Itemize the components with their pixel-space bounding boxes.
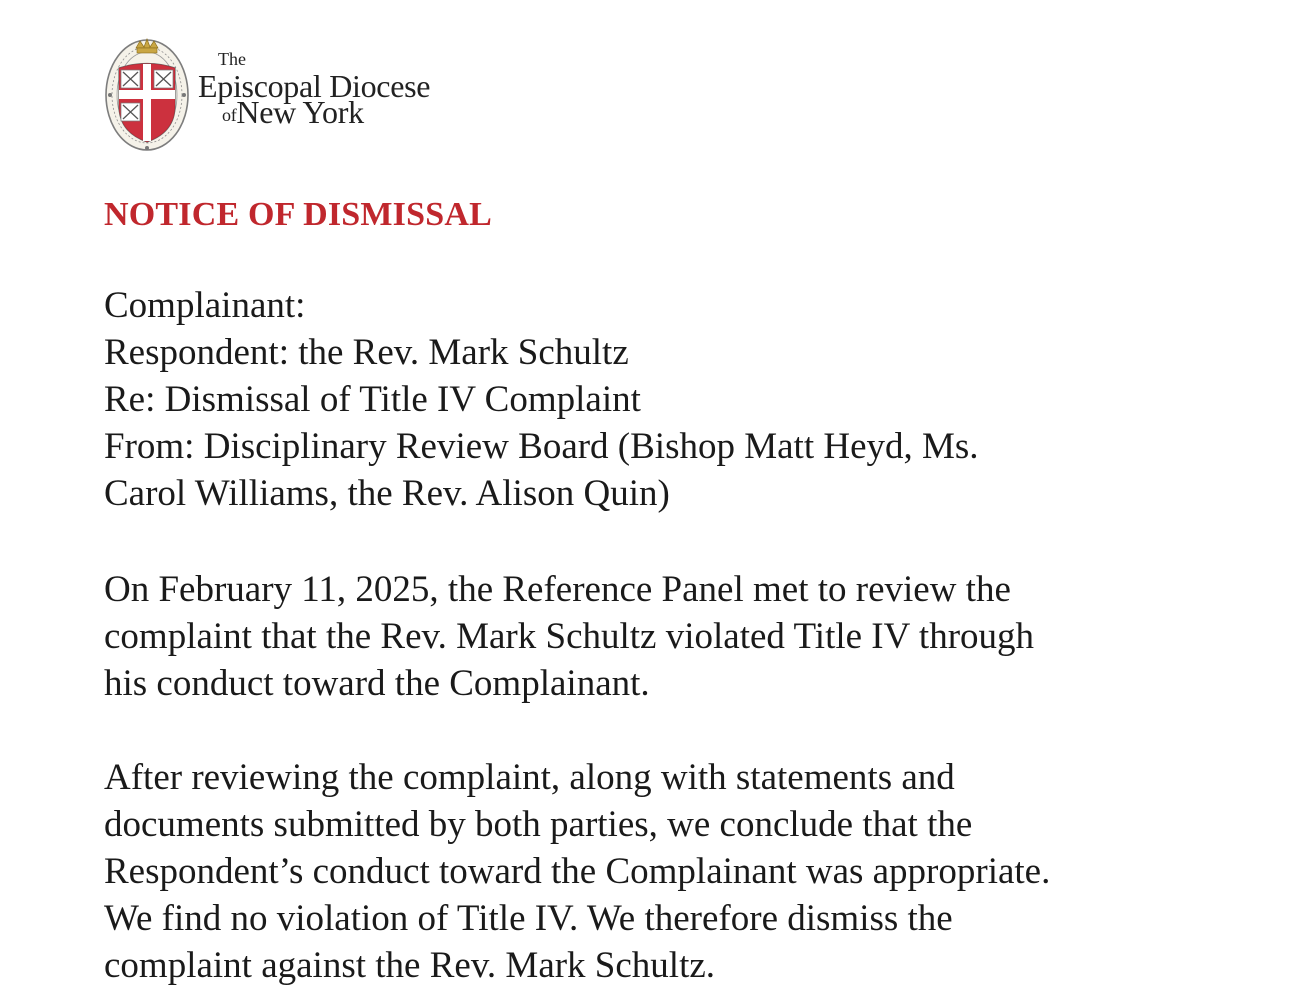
- diocese-seal-icon: [104, 34, 190, 152]
- paragraph-line: complaint against the Rev. Mark Schultz.: [104, 945, 716, 986]
- paragraph-line: documents submitted by both parties, we conclude that the: [104, 804, 973, 845]
- respondent-line: Respondent: the Rev. Mark Schultz: [104, 332, 629, 373]
- complainant-line: Complainant:: [104, 285, 306, 326]
- paragraph-line: complaint that the Rev. Mark Schultz violated Title IV through: [104, 616, 1035, 657]
- org-main-name: Episcopal Diocese: [198, 68, 431, 104]
- notice-details: [104, 282, 1184, 517]
- paragraph-line: his conduct toward the Complainant.: [104, 663, 650, 704]
- org-article: The: [218, 49, 246, 69]
- diocese-name: [198, 50, 430, 128]
- from-line-continued: Carol Williams, the Rev. Alison Quin): [104, 473, 670, 514]
- notice-title: NOTICE OF DISMISSAL: [104, 196, 492, 233]
- paragraph-line: After reviewing the complaint, along with statements and: [104, 757, 955, 798]
- paragraph-line: Respondent’s conduct toward the Complainant was appropriate.: [104, 851, 1051, 892]
- paragraph-line: We find no violation of Title IV. We therefore dismiss the: [104, 898, 953, 939]
- paragraph-line: On February 11, 2025, the Reference Panel met to review the: [104, 569, 1011, 610]
- body-paragraph-2: [104, 754, 1184, 989]
- org-of: of: [222, 105, 237, 125]
- letterhead: [104, 34, 504, 154]
- body-paragraph-1: [104, 566, 1184, 707]
- re-line: Re: Dismissal of Title IV Complaint: [104, 379, 641, 420]
- from-line: From: Disciplinary Review Board (Bishop Matt Heyd, Ms.: [104, 426, 979, 467]
- org-place: New York: [236, 94, 364, 130]
